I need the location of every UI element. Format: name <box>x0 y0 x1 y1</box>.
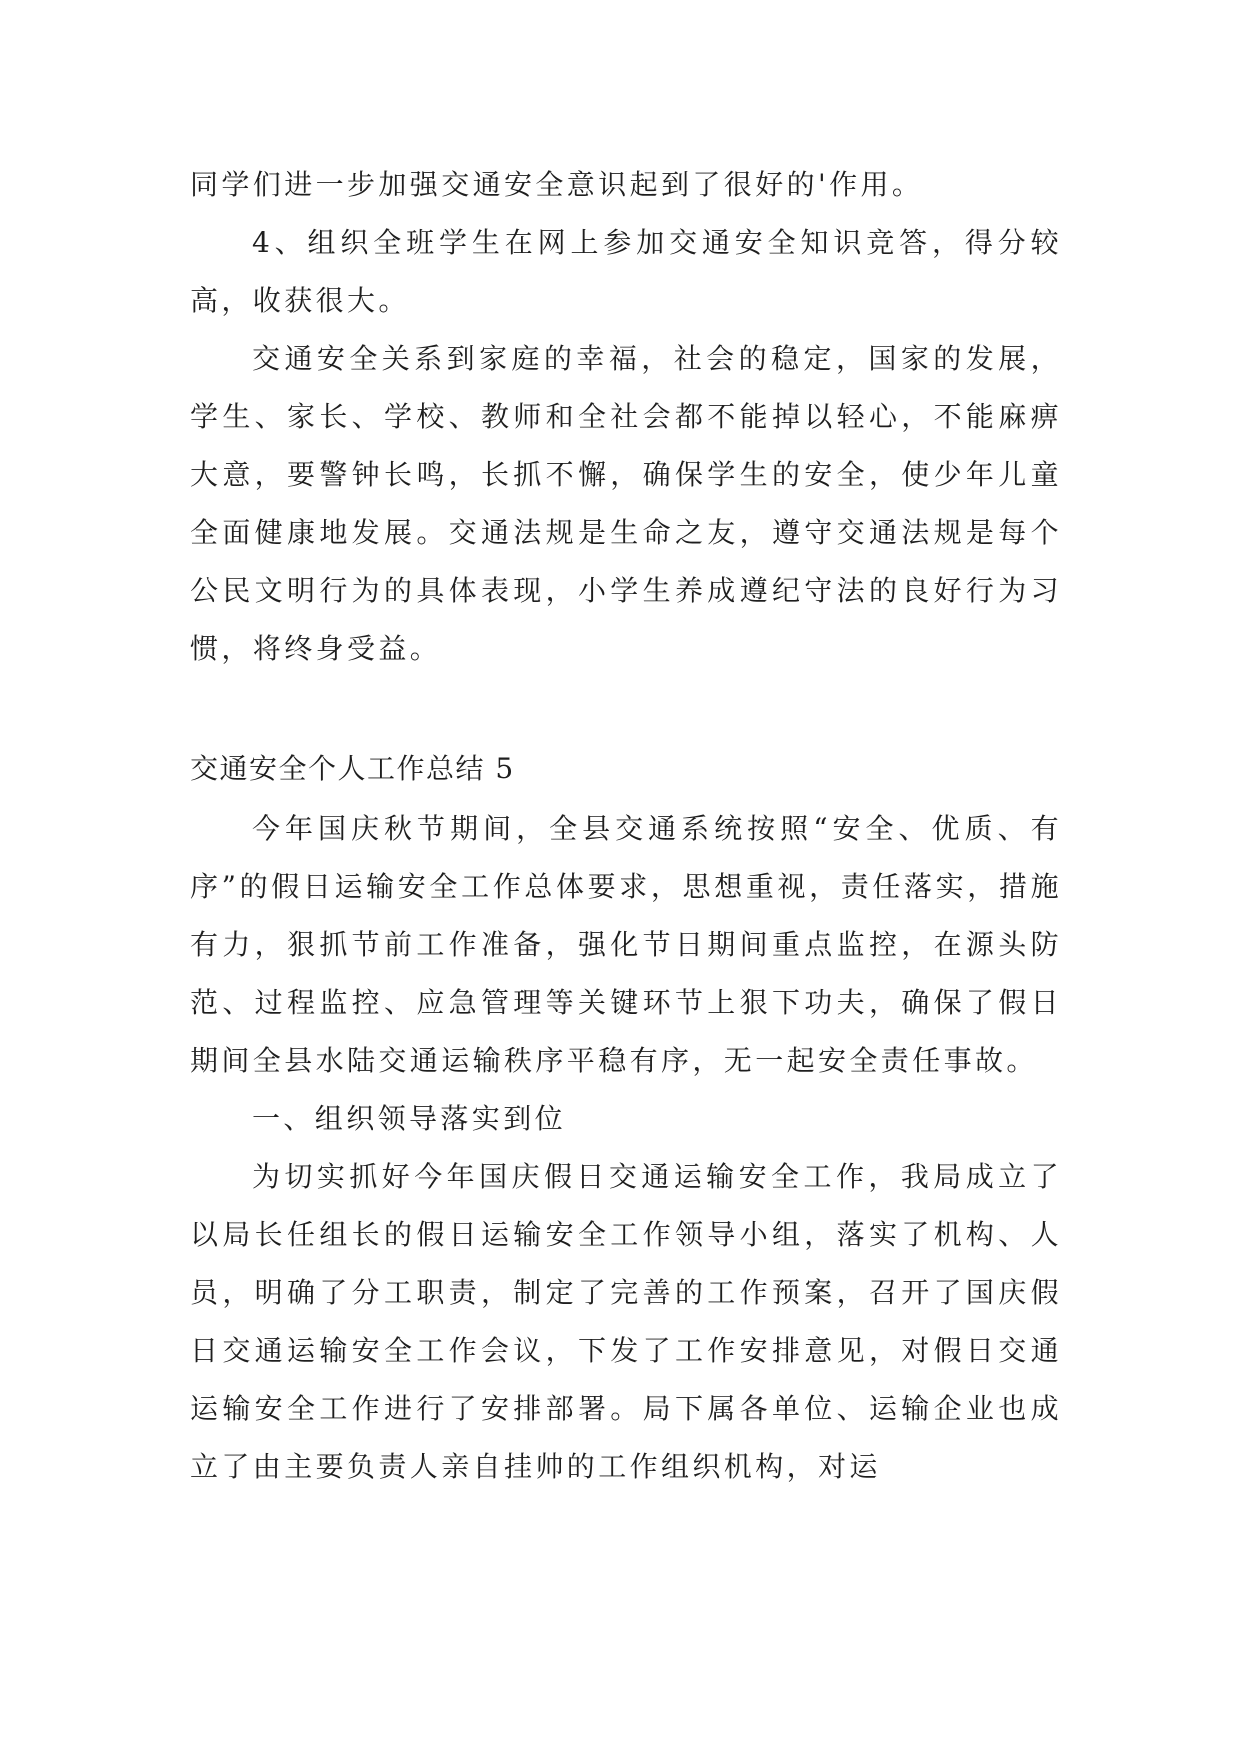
section-title: 交通安全个人工作总结 5 <box>190 752 515 785</box>
paragraph-continuation: 同学们进一步加强交通安全意识起到了很好的'作用。 <box>190 168 924 201</box>
section-spacer <box>190 678 1062 738</box>
subheading-organization: 一、组织领导落实到位 <box>252 1102 567 1135</box>
paragraph-conclusion: 交通安全关系到家庭的幸福，社会的稳定，国家的发展，学生、家长、学校、教师和全社会都不能掉以轻心，不能麻痹大意，要警钟长鸣，长抓不懈，确保学生的安全，使少年儿童全面健康地发展。交通法规是生命之友，遵守交通法规是每个公民文明行为的具体表现，小学生养成遵纪守法的良好行为习惯，将终身受益。 <box>190 342 1062 665</box>
document-body <box>190 156 1062 1496</box>
paragraph-intro: 今年国庆秋节期间，全县交通系统按照“安全、优质、有序”的假日运输安全工作总体要求，思想重视，责任落实，措施有力，狠抓节前工作准备，强化节日期间重点监控，在源头防范、过程监控、应急管理等关键环节上狠下功夫，确保了假日期间全县水陆交通运输秩序平稳有序，无一起安全责任事故。 <box>190 812 1062 1077</box>
paragraph-item-4: 4、组织全班学生在网上参加交通安全知识竞答，得分较高，收获很大。 <box>190 226 1062 317</box>
paragraph-organization: 为切实抓好今年国庆假日交通运输安全工作，我局成立了以局长任组长的假日运输安全工作领导小组，落实了机构、人员，明确了分工职责，制定了完善的工作预案，召开了国庆假日交通运输安全工作会议，下发了工作安排意见，对假日交通运输安全工作进行了安排部署。局下属各单位、运输企业也成立了由主要负责人亲自挂帅的工作组织机构，对运 <box>190 1160 1062 1483</box>
